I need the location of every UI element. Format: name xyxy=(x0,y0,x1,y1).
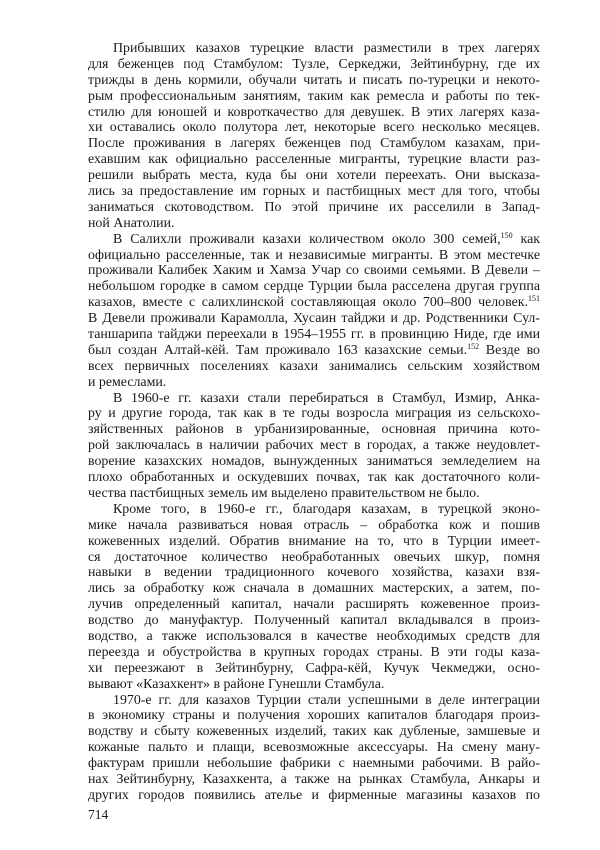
line-text: После проживания в лагерях беженцев под Стамбулом казахам, при- xyxy=(88,136,540,152)
line-text: Везде во xyxy=(479,342,540,358)
line-text: Прибывших казахов турецкие власти разместили в трех лагерях xyxy=(113,41,540,56)
line-text: казахов, вместе с салихлинской составляющая около 700–800 человек. xyxy=(88,295,528,311)
text-line xyxy=(88,486,540,502)
text-line xyxy=(88,343,540,359)
text-line xyxy=(88,740,540,756)
text-line xyxy=(88,422,540,438)
text-line xyxy=(88,597,540,613)
line-text: небольшом городке в самом сердце Турции была расселена другая группа xyxy=(88,279,540,295)
line-text: навыки в ведении традиционного кочевого хозяйства, казахи взя- xyxy=(88,565,540,581)
text-line xyxy=(88,200,540,216)
line-text: переезда и обустройства в крупных городах страны. В эти годы каза- xyxy=(88,644,540,660)
text-line xyxy=(88,788,540,804)
line-text: лучив определенный капитал, начали расширять кожевенное произ- xyxy=(88,597,540,613)
text-line xyxy=(88,518,540,534)
footnote-marker: 150 xyxy=(500,230,513,240)
text-line xyxy=(88,136,540,152)
line-text: плохо обработанных и оскудевших почвах, так как достаточного коли- xyxy=(88,470,540,486)
text-line xyxy=(88,645,540,661)
line-text: водство, а также использовался в качестве необходимых средств для xyxy=(88,628,540,644)
text-line xyxy=(88,120,540,136)
paragraph xyxy=(88,232,540,391)
text-line xyxy=(88,295,540,311)
line-text: в экономику страны и получения хороших капиталов благодаря произ- xyxy=(88,708,540,724)
text-line xyxy=(88,248,540,264)
line-text: рым профессиональным занятиям, таким как ремесла и работы по тек- xyxy=(88,88,540,104)
text-line xyxy=(88,550,540,566)
text-line xyxy=(88,216,540,232)
line-text: других городов появились ателье и фирменные магазины казахов по xyxy=(88,787,540,803)
line-text: и ремеслами. xyxy=(88,374,167,390)
text-line xyxy=(88,391,540,407)
text-line xyxy=(88,661,540,677)
text-line xyxy=(88,279,540,295)
footnote-marker: 151 xyxy=(528,294,540,304)
text-line xyxy=(88,73,540,89)
line-text: мике начала развиваться новая отрасль – обработка кож и пошив xyxy=(88,517,540,533)
text-line xyxy=(88,89,540,105)
text-line xyxy=(88,454,540,470)
line-text: фактурам пришли небольшие фабрики с наемными рабочими. В райо- xyxy=(88,756,540,772)
text-line xyxy=(88,311,540,327)
line-text: кожевенных изделий. Обратив внимание на то, что в Турции имеет- xyxy=(88,533,540,549)
line-text: ворение казахских номадов, вынужденных заниматься земледелием на xyxy=(88,454,540,470)
text-line xyxy=(88,327,540,343)
line-text: 1970-е гг. для казахов Турции стали успешными в деле интеграции xyxy=(113,692,540,708)
line-text: заниматься скотоводством. По этой причине их расселили в Запад- xyxy=(88,199,540,215)
text-line xyxy=(88,581,540,597)
line-text: лись за обработку кож сначала в домашних мастерских, а затем, по- xyxy=(88,581,540,597)
line-text: всех первичных поселениях казахи занимались сельским хозяйством xyxy=(88,358,540,374)
line-text: хи переезжают в Зейтинбурну, Сафра-кёй, Кучук Чекмеджи, осно- xyxy=(88,660,540,676)
line-text: Кроме того, в 1960-е гг., благодаря казахам, в турецкой эконо- xyxy=(113,501,540,517)
text-line xyxy=(88,359,540,375)
text-line xyxy=(88,406,540,422)
line-text: рой заключалась в наличии рабочих мест в городах, а также неудовлет- xyxy=(88,438,540,454)
paragraph xyxy=(88,693,540,804)
line-text: таншарипа тайджи переехали в 1954–1955 гг. в провинцию Ниде, где ими xyxy=(88,327,540,343)
text-line xyxy=(88,724,540,740)
text-line xyxy=(88,502,540,518)
page-body-text xyxy=(88,41,540,804)
line-text: лись за предоставление им горных и пастбищных мест для того, чтобы xyxy=(88,184,540,200)
line-text: решили выбрать места, куда бы они хотели переехать. Они высказа- xyxy=(88,168,540,184)
line-text: ехавшим как официально расселенные мигранты, турецкие власти раз- xyxy=(88,152,540,168)
text-line xyxy=(88,375,540,391)
text-line xyxy=(88,772,540,788)
text-line xyxy=(88,263,540,279)
line-text: кожаные пальто и плащи, всевозможные аксессуары. На смену ману- xyxy=(88,740,540,756)
text-line xyxy=(88,565,540,581)
line-text: В Салихли проживали казахи количеством около 300 семей, xyxy=(113,231,501,247)
text-line xyxy=(88,677,540,693)
line-text: ру и другие города, так как в те годы возросла миграция из сельскохо- xyxy=(88,406,540,422)
text-line xyxy=(88,534,540,550)
line-text: официально расселенные, так и независимые мигранты. В этом местечке xyxy=(88,247,540,263)
line-text: ся достаточное количество необработанных овечьих шкур, помня xyxy=(88,549,540,565)
line-text: хи оставались около полутора лет, некоторые всего несколько месяцев. xyxy=(88,120,540,136)
paragraph xyxy=(88,41,540,232)
text-line xyxy=(88,613,540,629)
text-line xyxy=(88,105,540,121)
text-line xyxy=(88,708,540,724)
line-text: водство до мануфактур. Полученный капитал вкладывался в произ- xyxy=(88,613,540,629)
line-text: для беженцев под Стамбулом: Тузле, Серкеджи, Зейтинбурну, где их xyxy=(88,56,540,72)
page-number: 714 xyxy=(88,807,109,822)
text-line xyxy=(88,693,540,709)
line-text: был создан Алтай-кёй. Там проживало 163 казахские семьи. xyxy=(88,342,468,358)
line-text: В 1960-е гг. казахи стали перебираться в Стамбул, Измир, Анка- xyxy=(113,390,540,406)
text-line xyxy=(88,152,540,168)
text-line xyxy=(88,184,540,200)
paragraph xyxy=(88,502,540,693)
line-text: В Девели проживали Карамолла, Хусаин тайджи и др. Родственники Сул- xyxy=(88,311,540,327)
text-line xyxy=(88,168,540,184)
line-text: как xyxy=(512,231,540,247)
text-line xyxy=(88,629,540,645)
footnote-marker: 152 xyxy=(467,341,480,351)
text-line xyxy=(88,232,540,248)
paragraph xyxy=(88,391,540,502)
line-text: трижды в день кормили, обучали читать и писать по-турецки и некото- xyxy=(88,72,540,88)
line-text: чества пастбищных земель им выделено правительством не было. xyxy=(88,485,480,501)
text-line xyxy=(88,756,540,772)
line-text: нах Зейтинбурну, Казахкента, а также на рынках Стамбула, Анкары и xyxy=(88,771,540,787)
text-line xyxy=(88,57,540,73)
line-text: ной Анатолии. xyxy=(88,215,175,231)
line-text: стилю для юношей и ковроткачество для девушек. В этих лагерях каза- xyxy=(88,104,540,120)
text-line xyxy=(88,470,540,486)
text-line xyxy=(88,41,540,57)
line-text: водству и сбыту кожевенных изделий, таких как дубленые, замшевые и xyxy=(88,724,540,740)
text-line xyxy=(88,438,540,454)
line-text: зяйственных районов в урбанизированные, основная причина кото- xyxy=(88,422,540,438)
line-text: проживали Калибек Хаким и Хамза Учар со своими семьями. В Девели – xyxy=(88,263,540,279)
line-text: вывают «Казахкент» в районе Гунешли Стамбула. xyxy=(88,676,385,692)
